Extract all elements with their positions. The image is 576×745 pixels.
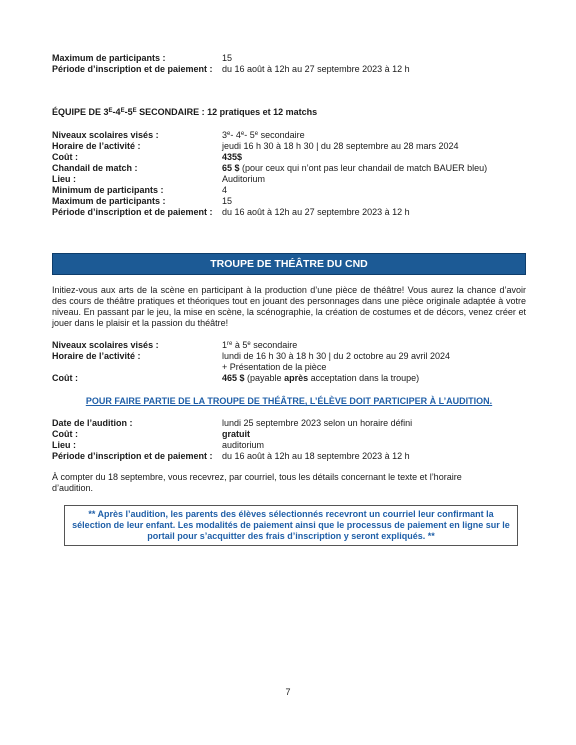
audition-location-label: Lieu :	[52, 440, 76, 450]
registration-period-row	[52, 64, 526, 75]
theatre-schedule-row	[52, 351, 526, 362]
theatre-details	[52, 340, 526, 384]
team-location-row	[52, 174, 526, 185]
team-period-row	[52, 207, 526, 218]
theatre-section-banner: TROUPE DE THÉÂTRE DU CND	[52, 253, 526, 275]
theatre-schedule-value: lundi de 16 h 30 à 18 h 30 | du 2 octobre au 29 avril 2024	[222, 351, 451, 361]
team-schedule-value: jeudi 16 h 30 à 18 h 30 | du 28 septembre au 28 mars 2024	[222, 141, 459, 151]
registration-period-label: Période d’inscription et de paiement :	[52, 64, 213, 74]
page-number: 7	[285, 687, 291, 697]
audition-cost-value: gratuit	[222, 429, 250, 439]
team-max-value: 15	[222, 196, 233, 206]
audition-date-row	[52, 418, 526, 429]
team-min-label: Minimum de participants :	[52, 185, 164, 195]
team-period-value: du 16 août à 12h au 27 septembre 2023 à 12 h	[222, 207, 410, 217]
team-levels-label: Niveaux scolaires visés :	[52, 130, 159, 140]
audition-requirement-link[interactable]: POUR FAIRE PARTIE DE LA TROUPE DE THÉÂTRE, L’ÉLÈVE DOIT PARTICIPER À L’AUDITION.	[85, 396, 493, 406]
max-participants-row	[52, 53, 526, 64]
team-cost-row	[52, 152, 526, 163]
audition-cost-row	[52, 429, 526, 440]
team-schedule-label: Horaire de l’activité :	[52, 141, 141, 151]
team-min-row	[52, 185, 526, 196]
team-details	[52, 130, 526, 218]
theatre-levels-label: Niveaux scolaires visés :	[52, 340, 159, 350]
registration-period-value: du 16 août à 12h au 27 septembre 2023 à 12 h	[222, 64, 410, 74]
team-cost-label: Coût :	[52, 152, 78, 162]
team-levels-value: 3e- 4e- 5e secondaire	[222, 130, 305, 140]
team-max-label: Maximum de participants :	[52, 196, 166, 206]
theatre-cost-value: 465 $ (payable après acceptation dans la troupe)	[222, 373, 420, 383]
theatre-cost-label: Coût :	[52, 373, 78, 383]
team-jersey-label: Chandail de match :	[52, 163, 138, 173]
audition-note: À compter du 18 septembre, vous recevrez, par courriel, tous les détails concernant le texte et l’horaire d’audition.	[52, 472, 462, 493]
team-period-label: Période d’inscription et de paiement :	[52, 207, 213, 217]
payment-notice-box: ** Après l’audition, les parents des élèves sélectionnés recevront un courriel leur confirmant la sélection de leur enfant. Les modalités de paiement ainsi que le processus de paiement en ligne sur le portail pour s’acquitter des frais d’inscription y seront expliqués. **	[64, 505, 518, 546]
audition-cost-label: Coût :	[52, 429, 78, 439]
audition-date-label: Date de l’audition :	[52, 418, 133, 428]
theatre-levels-row	[52, 340, 526, 351]
audition-location-row	[52, 440, 526, 451]
team-location-label: Lieu :	[52, 174, 76, 184]
team-cost-value: 435$	[222, 152, 243, 162]
team-levels-row	[52, 130, 526, 141]
team-jersey-row	[52, 163, 526, 174]
team-schedule-row	[52, 141, 526, 152]
team-max-row	[52, 196, 526, 207]
max-participants-label: Maximum de participants :	[52, 53, 166, 63]
theatre-schedule-extra: + Présentation de la pièce	[222, 362, 327, 372]
audition-date-value: lundi 25 septembre 2023 selon un horaire défini	[222, 418, 413, 428]
audition-location-value: auditorium	[222, 440, 265, 450]
theatre-schedule-extra-row	[52, 362, 526, 373]
audition-details	[52, 418, 526, 462]
theatre-cost-row	[52, 373, 526, 384]
team-location-value: Auditorium	[222, 174, 266, 184]
team-min-value: 4	[222, 185, 228, 195]
audition-period-row	[52, 451, 526, 462]
team-jersey-value: 65 $ (pour ceux qui n’ont pas leur chandail de match BAUER bleu)	[222, 163, 488, 173]
theatre-intro-paragraph: Initiez-vous aux arts de la scène en participant à la production d’une pièce de théâtre! Vous aurez la chance d’avoir des cours de théâtre pratiques et théoriques tout en jouant des personnages dans une pièce originale adaptée à votre niveau. En passant par le jeu, la mise en scène, la scénographie, la création de costumes et de décors, venez créer et jouer dans le plaisir et la passion du théâtre!	[52, 285, 526, 328]
theatre-schedule-label: Horaire de l’activité :	[52, 351, 141, 361]
team-section-title: ÉQUIPE DE $3^E-4^E-5^E$ SECONDAIRE : 12 pratiques et 12 matchs	[52, 107, 318, 117]
audition-period-value: du 16 août à 12h au 18 septembre 2023 à 12 h	[222, 451, 410, 461]
max-participants-value: 15	[222, 53, 233, 63]
audition-period-label: Période d’inscription et de paiement :	[52, 451, 213, 461]
theatre-levels-value: 1re à 5e secondaire	[222, 340, 298, 350]
